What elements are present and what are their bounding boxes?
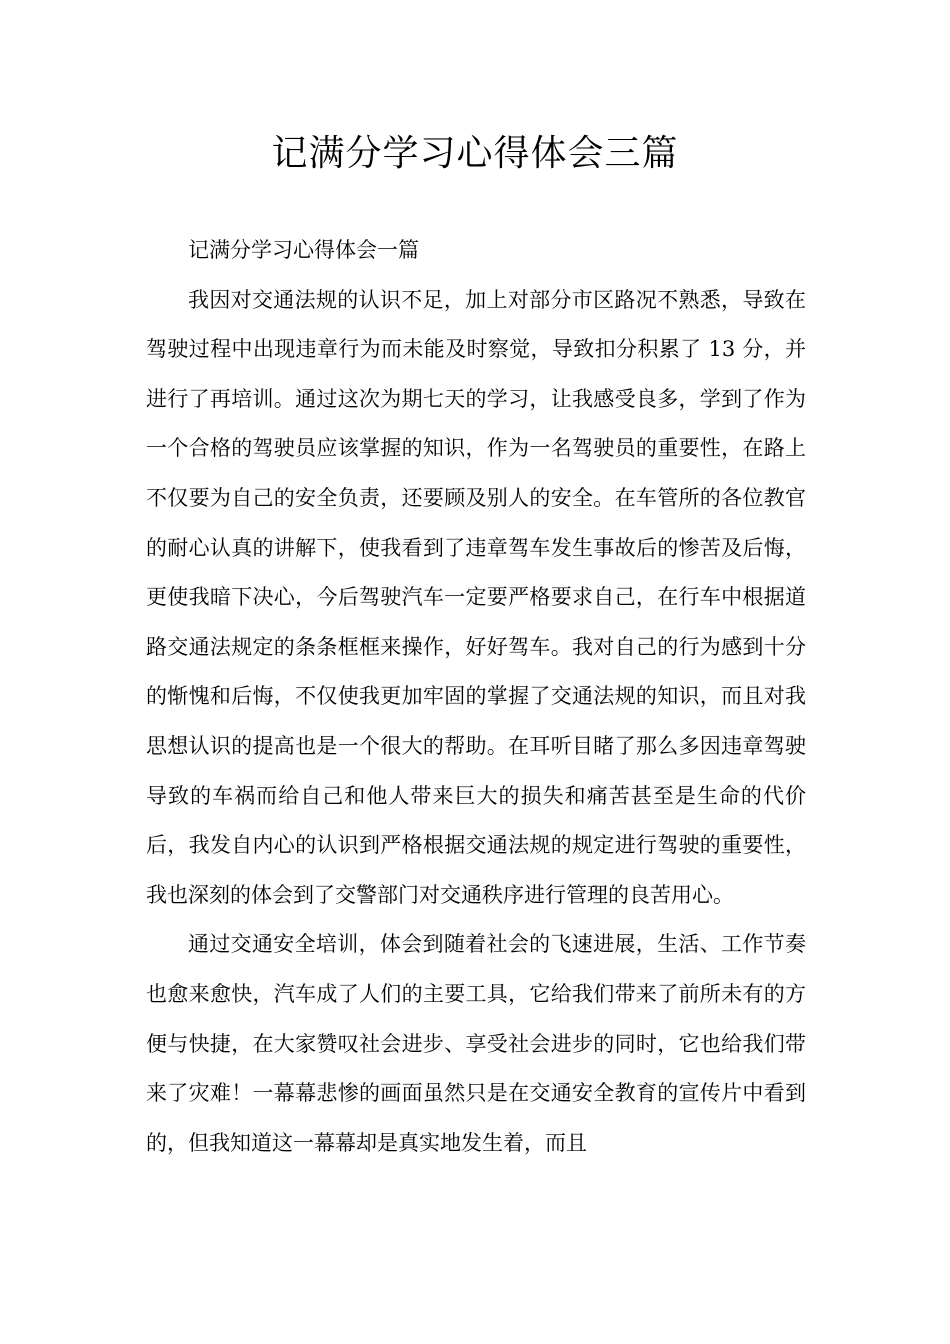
document-title: 记满分学习心得体会三篇 xyxy=(271,133,679,174)
paragraph-2: 通过交通安全培训，体会到随着社会的飞速进展，生活、工作节奏也愈来愈快，汽车成了人们的主要工具，它给我们带来了前所未有的方便与快捷，在大家赞叹社会进步、享受社会进步的同时，它也给我们带来了灾难！一幕幕悲惨的画面虽然只是在交通安全教育的宣传片中看到的，但我知道这一幕幕却是真实地发生着，而且 xyxy=(146,932,806,1155)
section-heading: 记满分学习心得体会一篇 xyxy=(188,238,419,262)
document-body xyxy=(146,226,806,1168)
paragraph-1: 我因对交通法规的认识不足，加上对部分市区路况不熟悉，导致在驾驶过程中出现违章行为而未能及时察觉，导致扣分积累了 13 分，并进行了再培训。通过这次为期七天的学习，让我感受良多，学到了作为一个合格的驾驶员应该掌握的知识，作为一名驾驶员的重要性，在路上不仅要为自己的安全负责，还要顾及别人的安全。在车管所的各位教官的耐心认真的讲解下，使我看到了违章驾车发生事故后的惨苦及后悔，更使我暗下决心，今后驾驶汽车一定要严格要求自己，在行车中根据道路交通法规定的条条框框来操作，好好驾车。我对自己的行为感到十分的惭愧和后悔，不仅使我更加牢固的掌握了交通法规的知识，而且对我思想认识的提高也是一个很大的帮助。在耳听目睹了那么多因违章驾驶导致的车祸而给自己和他人带来巨大的损失和痛苦甚至是生命的代价后，我发自内心的认识到严格根据交通法规的规定进行驾驶的重要性，我也深刻的体会到了交警部门对交通秩序进行管理的良苦用心。 xyxy=(146,287,806,907)
